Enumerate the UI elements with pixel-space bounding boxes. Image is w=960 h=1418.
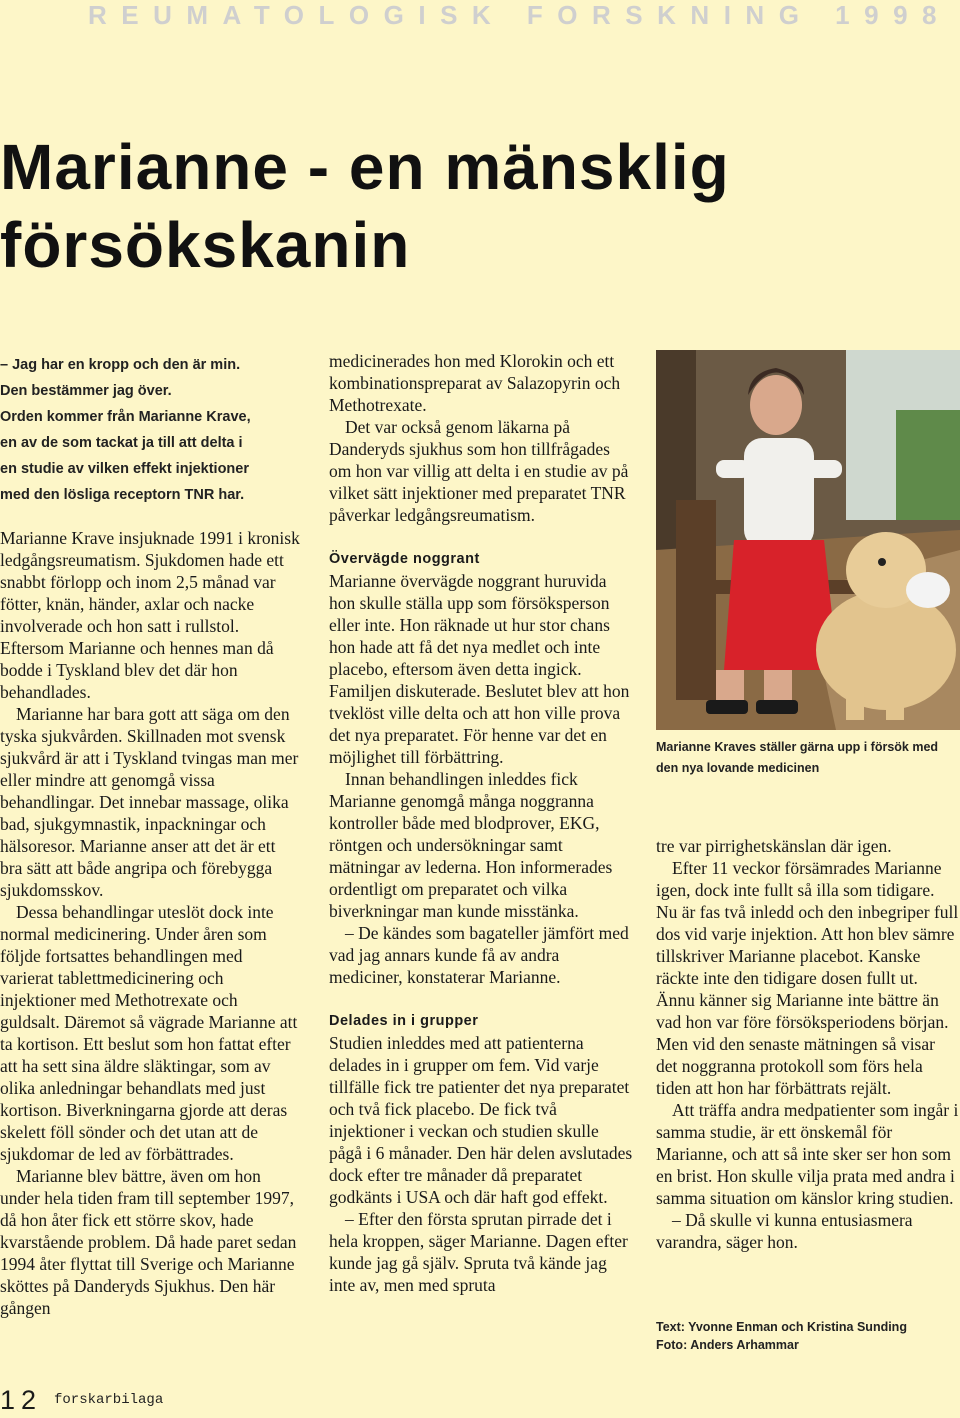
section-label: forskarbilaga — [54, 1392, 164, 1408]
credit-text: Text: Yvonne Enman och Kristina Sunding — [656, 1320, 907, 1334]
portrait-photo — [656, 350, 960, 730]
caption-text: Marianne Kraves ställer gärna upp i försök med den nya lovande medicinen — [656, 740, 939, 775]
paragraph: Marianne har bara gott att säga om den tyska sjukvården. Skillnaden mot svensk sjukvård är att i Tyskland tvingas man mer eller mindre att genomgå vissa behandlingar. Det innebar massage, olika bad, sjukgymnastik, inpackningar och hälsoresor. Marianne anser att det är ett bra sätt att både angripa och förebygga sjukdomsskov. — [0, 704, 299, 900]
photo-caption — [656, 737, 960, 779]
running-header: REUMATOLOGISK FORSKNING 1998 — [88, 0, 951, 30]
subheading: Övervägde noggrant — [329, 551, 480, 567]
page-number: 12 — [0, 1385, 43, 1415]
credit-photo: Foto: Anders Arhammar — [656, 1338, 799, 1352]
article-title — [0, 128, 940, 284]
article-lead — [0, 352, 300, 508]
title-line-1: Marianne - en mänsklig — [0, 131, 730, 203]
paragraph: medicinerades hon med Klorokin och ett kombinationspreparat av Salazopyrin och Methotrexate. — [329, 351, 621, 415]
lead-line: en av de som tackat ja till att delta i — [0, 435, 243, 451]
paragraph: – Efter den första sprutan pirrade det i hela kroppen, säger Marianne. Dagen efter kunde jag gå själv. Spruta två kände jag inte av, men med spruta — [329, 1209, 628, 1295]
lead-line: en studie av vilken effekt injektioner — [0, 461, 249, 477]
paragraph: Studien inleddes med att patienterna delades in i grupper om fem. Vid varje tillfälle fick tre patienter det nya preparatet och två fick placebo. De fick två injektioner i veckan och studien skulle pågå i 6 månader. Den här delen avslutades dock efter tre månader då preparatet godkänts i USA och där haft god effekt. — [329, 1033, 633, 1207]
photo-illustration — [656, 350, 960, 730]
paragraph: Marianne Krave insjuknade 1991 i kronisk ledgångsreumatism. Sjukdomen hade ett snabbt förlopp och inom 2,5 månad var fötter, knän, händer, axlar och nacke involverade och hon satt i rullstol. Eftersom Marianne och hennes man då bodde i Tyskland blev det där hon behandlades. — [0, 528, 300, 702]
paragraph: Marianne blev bättre, även om hon under hela tiden fram till september 1997, då hon åter fick ett större skov, hade kvarstående problem. Då hade paret sedan 1994 åter flyttat till Sverige och Marianne sköttes på Danderyds Sjukhus. Den här gången — [0, 1166, 297, 1318]
lead-line: med den lösliga receptorn TNR har. — [0, 487, 245, 503]
paragraph: Marianne övervägde noggrant huruvida hon skulle ställa upp som försöksperson eller inte. Hon räknade ut hur stor chans hon hade att få det nya medlet och inte placebo, eftersom även detta ingick. Familjen diskuterade. Beslutet blev att hon tveklöst ville delta och att hon ville prova det nya preparatet. För henne var det en möjlighet till förbättring. — [329, 571, 630, 767]
title-line-2: försökskanin — [0, 209, 411, 281]
paragraph: Efter 11 veckor försämrades Marianne igen, dock inte fullt så illa som tidigare. Nu är fas två inledd och den inbegriper full dos vid varje injektion. Att hon blev sämre tillskriver Marianne placebot. Kanske räckte inte den tidigare dosen fullt ut. Ännu känner sig Marianne inte bättre än vad hon var före försöksperiodens början. Men vid den senaste mätningen så visar det noggranna protokoll som förs hela tiden att hon har förbättrats rejält. — [656, 858, 959, 1098]
paragraph: Dessa behandlingar uteslöt dock inte normal medicinering. Under åren som följde fortsattes behandlingen med varierat tablettmedicinering och injektioner med Methotrexate och guldsalt. Däremot så vägrade Marianne att ta kortison. Ett beslut som hon fattat efter att ha sett sina äldre släktingar, som av olika anledningar behandlats med just kortison. Biverkningarna gjorde att deras skelett föll sönder och det utan att de sjukdomar de led av förbättrades. — [0, 902, 298, 1164]
paragraph: – Då skulle vi kunna entusiasmera varandra, säger hon. — [656, 1210, 913, 1252]
column-1 — [0, 527, 300, 1319]
paragraph: Det var också genom läkarna på Danderyds sjukhus som hon tillfrågades om hon var villig att delta i en studie av på vilket sätt injektioner med preparatet TNR påverkar ledgångsreumatism. — [329, 417, 629, 525]
column-2 — [329, 350, 635, 1296]
column-3 — [656, 835, 960, 1253]
subheading: Delades in i grupper — [329, 1013, 479, 1029]
credits — [656, 1318, 960, 1354]
lead-line: – Jag har en kropp och den är min. — [0, 357, 241, 373]
lead-line: Orden kommer från Marianne Krave, — [0, 409, 251, 425]
paragraph: Att träffa andra medpatienter som ingår i samma studie, är ett önskemål för Marianne, och att så inte sker ser hon som en brist. Hon skulle vilja prata med andra i samma situation om känslor kring studien. — [656, 1100, 959, 1208]
paragraph: tre var pirrighetskänslan där igen. — [656, 836, 892, 856]
paragraph: – De kändes som bagateller jämfört med vad jag annars kunde få av andra mediciner, konstaterar Marianne. — [329, 923, 629, 987]
lead-line: Den bestämmer jag över. — [0, 383, 172, 399]
paragraph: Innan behandlingen inleddes fick Marianne genomgå många noggranna kontroller både med blodprover, EKG, röntgen och undersökningar samt mätningar av lederna. Hon informerades ordentligt om preparatet och vilka biverkningar man kunde misstänka. — [329, 769, 613, 921]
